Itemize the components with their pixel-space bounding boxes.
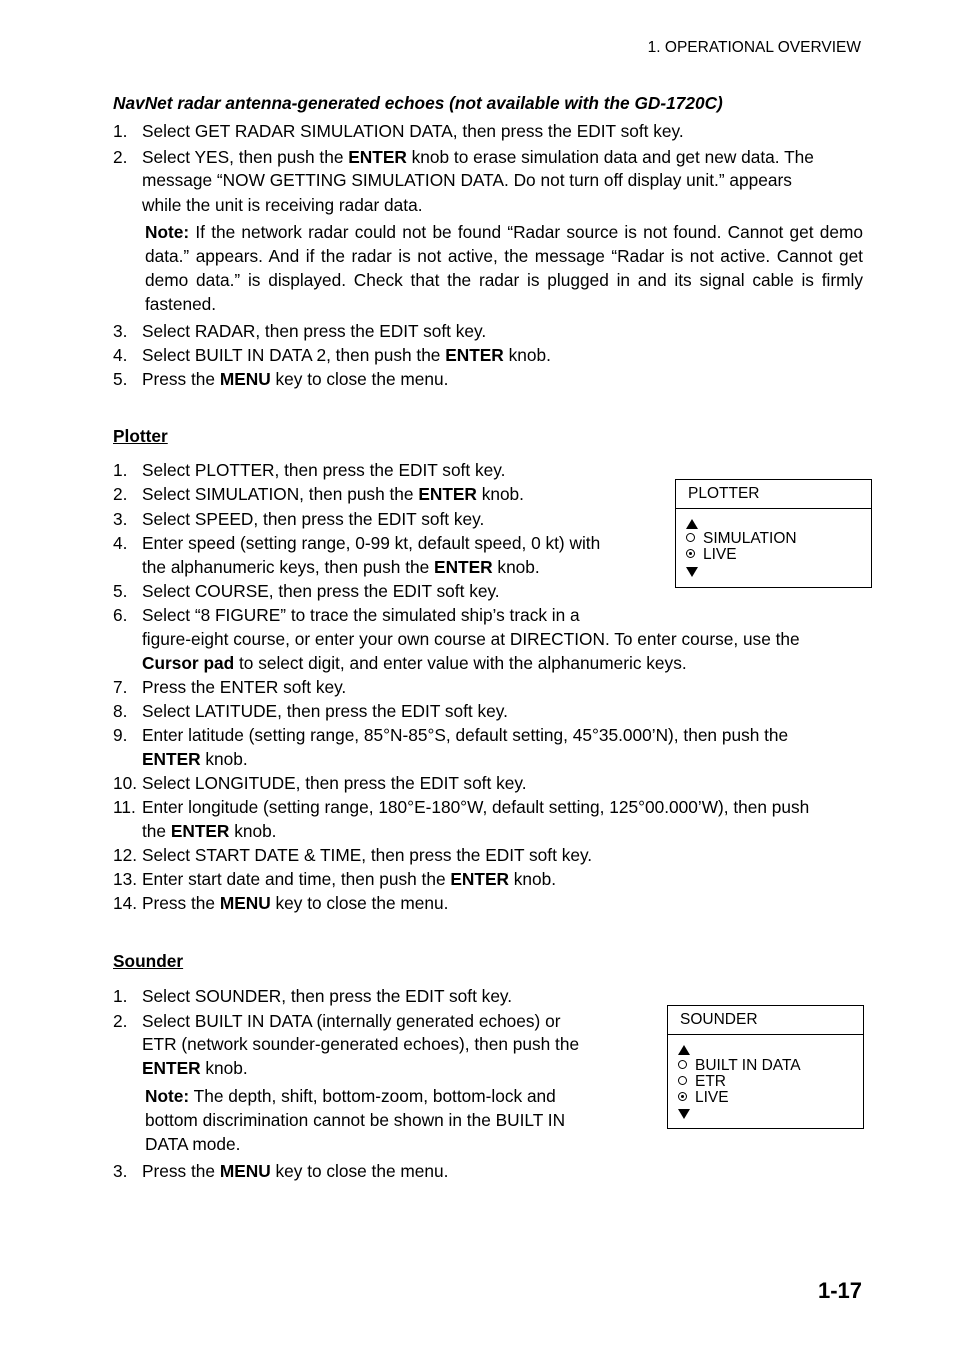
note-label: Note: (145, 1086, 190, 1106)
item-number: 7. (113, 677, 128, 697)
option-label: LIVE (703, 546, 737, 563)
keyword-cursor-pad: Cursor pad (142, 653, 235, 673)
radio-unselected-icon (678, 1076, 687, 1085)
item-text: Enter start date and time, then push the (142, 869, 451, 889)
keyword-menu: MENU (219, 893, 271, 913)
keyword-enter: ENTER (450, 869, 509, 889)
item-number: 1. (113, 460, 128, 480)
list-item (113, 319, 486, 343)
list-item (113, 867, 556, 891)
item-number: 3. (113, 509, 128, 529)
radio-unselected-icon (678, 1060, 687, 1069)
sounder-note (145, 1084, 605, 1156)
radar-heading: NavNet radar antenna-generated echoes (not available with the GD-1720C) (113, 93, 723, 113)
sounder-menu-box (667, 1005, 864, 1129)
keyword-enter: ENTER (142, 749, 201, 769)
item-text: Select START DATE & TIME, then press the EDIT soft key. (142, 845, 593, 865)
item-number: 2. (113, 1011, 128, 1031)
note-text: If the network radar could not be found “Radar source is not found. Cannot get demo data.” appears. And if the radar is not active, the message “Radar is not active. Cannot get demo data.” is displayed. Check that the radar is plugged in and its signal cable is firmly fastened. (145, 222, 863, 314)
radar-note (145, 220, 863, 316)
note-label: Note: (145, 222, 190, 242)
item-number: 4. (113, 533, 128, 553)
item-number: 2. (113, 147, 128, 167)
keyword-menu: MENU (219, 369, 271, 389)
radio-selected-icon (678, 1092, 687, 1101)
menu-option-simulation[interactable] (686, 531, 797, 547)
option-label: SIMULATION (703, 530, 797, 547)
menu-option-live[interactable] (686, 547, 737, 563)
keyword-menu: MENU (219, 1161, 271, 1181)
item-number: 11. (113, 797, 136, 817)
item-number: 4. (113, 345, 128, 365)
item-continuation: figure-eight course, or enter your own course at DIRECTION. To enter course, use the (142, 629, 800, 649)
plotter-menu-title: PLOTTER (676, 480, 871, 509)
running-header: 1. OPERATIONAL OVERVIEW (647, 39, 861, 56)
list-item (113, 795, 809, 819)
item-number: 2. (113, 484, 128, 504)
plotter-menu-box (675, 479, 872, 588)
list-item (113, 367, 448, 391)
list-item (113, 891, 448, 915)
item-text: Select SOUNDER, then press the EDIT soft key. (142, 986, 513, 1006)
item-text: Select RADAR, then press the EDIT soft key. (142, 321, 487, 341)
list-item (113, 1159, 448, 1183)
item-number: 1. (113, 986, 128, 1006)
option-label: BUILT IN DATA (695, 1057, 801, 1074)
list-item (113, 531, 600, 555)
list-item (113, 343, 551, 367)
list-item (113, 603, 580, 627)
page-number: 1-17 (817, 1278, 862, 1303)
item-text: knob. (476, 484, 524, 504)
list-item (113, 145, 814, 169)
list-item (113, 482, 524, 506)
list-item (113, 1009, 560, 1033)
item-continuation (142, 651, 687, 675)
item-number: 9. (113, 725, 128, 745)
item-text: Select “8 FIGURE” to trace the simulated ship’s track in a (142, 605, 580, 625)
item-text: Select COURSE, then press the EDIT soft key. (142, 581, 500, 601)
sounder-menu-title: SOUNDER (668, 1006, 863, 1035)
item-text: to select digit, and enter value with the alphanumeric keys. (234, 653, 687, 673)
item-continuation: while the unit is receiving radar data. (142, 195, 423, 215)
item-text: Select SPEED, then press the EDIT soft key. (142, 509, 485, 529)
item-text: Press the (142, 1161, 220, 1181)
sounder-section-title: Sounder (113, 951, 184, 971)
list-item (113, 458, 505, 482)
item-text: Select LONGITUDE, then press the EDIT soft key. (142, 773, 527, 793)
item-text: Select BUILT IN DATA (internally generated echoes) or (142, 1011, 561, 1031)
item-number: 13. (113, 869, 138, 889)
item-text: Select LATITUDE, then press the EDIT soft key. (142, 701, 508, 721)
item-text: Enter latitude (setting range, 85°N-85°S, default setting, 45°35.000’N), then push the (142, 725, 789, 745)
item-text: Select YES, then push the (142, 147, 349, 167)
list-item (113, 771, 527, 795)
plotter-section-title: Plotter (113, 426, 168, 446)
item-text: key to close the menu. (270, 1161, 449, 1181)
item-text: Enter speed (setting range, 0-99 kt, default speed, 0 kt) with (142, 533, 601, 553)
item-text: key to close the menu. (270, 893, 449, 913)
keyword-enter: ENTER (445, 345, 504, 365)
keyword-enter: ENTER (418, 484, 477, 504)
note-text: The depth, shift, bottom-zoom, bottom-lock and bottom discrimination cannot be shown in the BUILT IN DATA mode. (145, 1086, 566, 1154)
item-text: the (142, 821, 171, 841)
item-number: 1. (113, 121, 128, 141)
list-item (113, 699, 508, 723)
item-number: 12. (113, 845, 138, 865)
list-item (113, 507, 484, 531)
item-text: knob. (503, 345, 551, 365)
list-item (113, 119, 684, 143)
keyword-enter: ENTER (170, 821, 230, 841)
item-continuation (142, 1056, 248, 1080)
keyword-enter: ENTER (348, 147, 407, 167)
item-text: knob. (229, 821, 277, 841)
item-continuation (142, 747, 248, 771)
item-text: Select SIMULATION, then push the (142, 484, 419, 504)
item-text: Enter longitude (setting range, 180°E-180°W, default setting, 125°00.000’W), then push (142, 797, 810, 817)
list-item (113, 984, 512, 1008)
item-text: knob. (508, 869, 557, 889)
item-continuation: ETR (network sounder-generated echoes), then push the (142, 1034, 580, 1054)
item-text: Select BUILT IN DATA 2, then push the (142, 345, 446, 365)
item-text: Press the (142, 893, 220, 913)
item-text: knob. (200, 1058, 248, 1078)
item-number: 10. (113, 773, 138, 793)
item-text: knob. (492, 557, 540, 577)
item-number: 14. (113, 893, 138, 913)
item-number: 6. (113, 605, 128, 625)
item-text: the alphanumeric keys, then push the (142, 557, 435, 577)
scroll-down-icon (686, 565, 698, 581)
list-item (113, 843, 592, 867)
menu-option-live[interactable] (678, 1090, 729, 1106)
item-text: knob. (200, 749, 248, 769)
radio-selected-icon (686, 549, 695, 558)
item-text: Press the ENTER soft key. (142, 677, 347, 697)
item-continuation (142, 819, 276, 843)
option-label: ETR (695, 1073, 726, 1090)
keyword-enter: ENTER (142, 1058, 201, 1078)
item-text: key to close the menu. (270, 369, 449, 389)
list-item (113, 675, 346, 699)
item-number: 3. (113, 1161, 128, 1181)
item-number: 5. (113, 581, 128, 601)
item-text: knob to erase simulation data and get new data. The (406, 147, 814, 167)
item-continuation: message “NOW GETTING SIMULATION DATA. Do not turn off display unit.” appears (142, 170, 792, 190)
menu-option-etr[interactable] (678, 1074, 726, 1090)
list-item (113, 723, 788, 747)
menu-option-built-in-data[interactable] (678, 1058, 801, 1074)
scroll-down-icon (678, 1107, 690, 1123)
item-number: 8. (113, 701, 128, 721)
list-item (113, 579, 500, 603)
item-continuation (142, 555, 540, 579)
item-text: Press the (142, 369, 220, 389)
item-text: Select GET RADAR SIMULATION DATA, then press the EDIT soft key. (142, 121, 684, 141)
item-number: 3. (113, 321, 128, 341)
option-label: LIVE (695, 1089, 729, 1106)
radio-unselected-icon (686, 533, 695, 542)
item-number: 5. (113, 369, 128, 389)
item-text: Select PLOTTER, then press the EDIT soft key. (142, 460, 506, 480)
scroll-up-icon (678, 1043, 690, 1059)
keyword-enter: ENTER (434, 557, 493, 577)
